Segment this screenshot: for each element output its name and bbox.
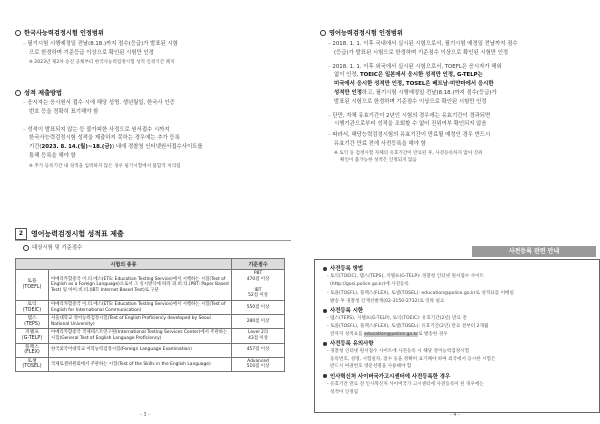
- korean-history-range-text: – 필기시험 시행예정일 전날(8.18.)까지 점수(등급)가 발표된 시험 으로 한정하며 기준등급 이상으로 확인된 시험만 인정 ※ 2023년 제2차 승진 공채부터 한국사능력검정시험 성적 인정기간 폐지: [23, 40, 293, 66]
- table-row: [16, 315, 285, 329]
- filled-bullet-icon: [323, 342, 327, 346]
- pre-registration-box: [314, 259, 600, 413]
- bold-text: 성적만 인정: [334, 89, 362, 96]
- bold-text: 미국에서 응시한 성적만 인정, TOSEL은 베트남·미얀마에서 응시한: [334, 81, 494, 88]
- text-line: 기간(: [29, 144, 42, 151]
- text-line: - 유효기간 만료 전 인사혁신처 사이버국가 고시센터에 사전등록이 된 경우에는: [327, 381, 484, 387]
- english-exam-table: [15, 258, 285, 372]
- exam-desc-cell: 아메리카합중국 이.티.에스(ETS: Education Testing Service)에서 시행하는 시험(Test of English for International Communication): [49, 300, 232, 314]
- text-line: 전까지 성적표를: [330, 331, 364, 337]
- text-line: 성적이 인정됨: [330, 389, 359, 395]
- text-line: 발표된 시험으로 한정하며 기준점수 이상으로 확인된 시험만 인정: [334, 98, 487, 105]
- text-line: 발송 후 경찰청 인재선발계(02-3150-2732)로 연락 필요: [330, 298, 445, 304]
- exam-score-cell: 550점 이상: [232, 300, 285, 314]
- page-number: - 4 -: [450, 412, 460, 418]
- text-line: 반드시 여권번호 영문성명을 사용해야 함: [330, 364, 412, 370]
- target-exam-subtitle: [23, 244, 82, 253]
- text-line: 한국사능력검정시험 성적을 제출하지 못하는 경우에는 추가 등록: [29, 135, 180, 142]
- table-header-exam: 시험의 종류: [16, 259, 232, 270]
- text-line: 단만, 자체 유효기간이 2년인 시험의 경우에는 유효기간이 경과되면: [332, 112, 491, 119]
- text-line: 대상시험 및 기준점수: [32, 245, 83, 251]
- table-row: [16, 300, 285, 314]
- exam-name-cell: 토셀 (TOSEL): [16, 357, 49, 371]
- box-heading: 사전등록 시한: [330, 308, 364, 315]
- filled-bullet-icon: [323, 374, 327, 378]
- exam-desc-cell: 아메리카합중국 이.티.에스(ETS: Education Testing Service)에서 시행하는 시험(Test of English as a Foreign Language)으로서 그 실시방식에 따라 피.비.티.(PBT: Paper Based Test) 및 아이.비.티.(IBT: Internet Based Test)로 구분: [49, 270, 232, 301]
- text-line: 하고, 필기시험 시행예정일 전날(8.18.)까지 점수(등급)가: [361, 89, 497, 96]
- text-line: 따라서, 해당능력검정시험의 유효기간이 만료될 예정인 경우 반드시: [332, 132, 491, 139]
- text-line: 시행기관으로부터 성적을 조회할 수 없어 진위여부 확인되지 않음: [334, 121, 487, 128]
- bold-text: TOEIC은 일본에서 응시한 성적만 인정, G-TELP는: [359, 72, 483, 79]
- table-header-score: 기준점수: [232, 259, 285, 270]
- exam-name-cell: 토플 (TOEFL): [16, 270, 49, 301]
- page-number: - 3 -: [140, 412, 150, 418]
- text-line: 성적이 발표되지 않는 등 불가피한 사정으로 원서접수 시까지: [27, 126, 170, 133]
- left-page: [0, 0, 296, 424]
- table-row: [16, 357, 285, 371]
- text-line: - 경찰청 인터넷 원서접수 사이트에 사전등록 시 해당 영어능력검정시험: [327, 349, 470, 355]
- exam-name-cell: 텝스 (TEPS): [16, 315, 49, 329]
- email-highlight: education@police.go.kr: [363, 331, 419, 337]
- exam-score-cell: 280점 이상: [232, 315, 285, 329]
- text-line: (등급)가 발표된 시험으로 한정하며 기준점수 이상으로 확인된 시험만 인정: [334, 49, 509, 56]
- text-line: - 토플(TOEFL), 플렉스(FLEX), 토셀(TOSEL): 유효기간(2년) 만료 전부터 2개월: [327, 323, 489, 329]
- text-line: 유효기간 만료 전에 사전등록을 해야 함: [334, 140, 426, 147]
- filled-bullet-icon: [323, 309, 327, 313]
- right-page: [304, 0, 600, 424]
- note-text: 확인이 불가능한 성적은 인정되지 않음: [340, 157, 417, 163]
- text-line: 응시자는 응시원서 접수 시에 해당 성명, 생년월일, 한국사 인증: [27, 100, 175, 106]
- text-line: ) 내에 경찰청 인터넷원서접수사이트를: [112, 144, 203, 151]
- section-title-text: 한국사능력검정시험 인정범위: [24, 30, 104, 37]
- filled-bullet-icon: [323, 267, 327, 271]
- exam-score-cell: Level 2의 43점 이상: [232, 329, 285, 343]
- pre-registration-content: [323, 265, 595, 396]
- text-line: - 텝스(TEPS), 지텔프(G-TELP), 토익(TOEIC): 유효기간(2년) 만료 전: [327, 316, 467, 322]
- circle-bullet-icon: [320, 30, 326, 36]
- exam-desc-cell: 아메리카합중국 국제테스트연구원(International Testing Services Center)에서 주관하는 시험(General Test of English Language Proficiency): [49, 329, 232, 343]
- box-heading: 사전등록 방법: [330, 266, 364, 272]
- exam-name-cell: 지텔프 (G-TELP): [16, 329, 49, 343]
- exam-score-cell: Advanced 510점 이상: [232, 357, 285, 371]
- text-line: - 토플(TOEFL), 플렉스(FLEX), 토셀(TOSEL): education@police.go.kr로 성적표를 이메일: [327, 291, 514, 297]
- text-line: - 토익(TOEIC), 텝스(TEPS), 지텔프(G-TELP): 경찰청 인터넷 원서접수 사이트: [327, 274, 484, 279]
- exam-score-cell: 457점 이상: [232, 343, 285, 357]
- text-line: 로 발송한 경우: [418, 331, 448, 337]
- text-line: 번호 등을 정확히 표기해야 함: [29, 108, 99, 115]
- text-line: 필기시험 시행예정일 전날(8.18.)까지 점수(등급)가 발표된 시험: [27, 41, 178, 47]
- table-row: [16, 270, 285, 301]
- exam-name-cell: 플렉스 (FLEX): [16, 343, 49, 357]
- english-range-text: – 2018. 1. 1. 이후 국내에서 실시된 시험으로서, 필기시험 예정일 전날까지 점수 (등급)가 발표된 시험으로 한정하며 기준점수 이상으로 확인된 시험만 인정 – 2018. 1. 1. 이후 외국에서 실시된 시험으로서, TOEFL은 응시자가 해외 없이 인정, TOEIC은 일본에서 응시한 성적만 인정, G-TELP는 미국에서 응시한 성적만 인정, TOSEL은 베트남·미얀마에서 응시한 성적만 인정하고, 필기시험 시행예정일 전날(8.18.)까지 점수(등급)가 발표된 시험으로 한정하며 기준점수 이상으로 확인된 시험만 인정 – 단만, 자체 유효기간이 2년인 시험의 경우에는 유효기간이 경과되면 시행기관으로부터 성적을 조회할 수 없어 진위여부 확인되지 않음 – 따라서, 해당능력검정시험의 유효기간이 만료될 예정인 경우 반드시 유효기간 만료 전에 사전등록을 해야 함 ※ 토익 등 검정시험 자체의 유효기간이 만료된 후, 사전등록하지 않아 진위 확인이 불가능한 성적은 인정되지 않음: [328, 40, 598, 164]
- note-text: ※ 토익 등 검정시험 자체의 유효기간이 만료된 후, 사전등록하지 않아 진위: [334, 150, 483, 156]
- submit-method-text: – 응시자는 응시원서 접수 시에 해당 성명, 생년월일, 한국사 인증 번호 등을 정확히 표기해야 함 – 성적이 발표되지 않는 등 불가피한 사정으로 원서접수 시까지 한국사능력검정시험 성적을 제출하지 못하는 경우에는 추가 등록 기간(2023. 8. 14.(월)~18.(금)) 내에 경찰청 인터넷원서접수사이트를 통해 등록을 해야 함 ※ 추가 등록기간 내 성적을 입력하지 않은 경우 필기시험에서 불합격 처리됨: [23, 99, 293, 170]
- text-line: 2018. 1. 1. 이후 국내에서 실시된 시험으로서, 필기시험 예정일 전날까지 점수: [332, 41, 518, 47]
- text-line: 등록번호, 성명, 시험일자, 점수 등을 정확히 표기해야 하며 외국에서 응시한 시험은: [330, 356, 496, 362]
- pre-registration-box-title: 사전등록 관련 안내: [472, 246, 596, 257]
- text-line: 2018. 1. 1. 이후 외국에서 실시된 시험으로서, TOEFL은 응시자가 해외: [332, 63, 502, 70]
- exam-score-cell: PBT 470점 이상 IBT 52점 이상: [232, 270, 285, 301]
- section-english-range-title: [320, 28, 403, 37]
- table-row: [16, 343, 285, 357]
- table-row: [16, 329, 285, 343]
- note-text: ※ 추가 등록기간 내 성적을 입력하지 않은 경우 필기시험에서 불합격 처리됨: [29, 163, 181, 169]
- exam-desc-cell: 한국외국어대학교 어학능력검정시험(Foreign Language Examination): [49, 343, 232, 357]
- section-title-text: 성적 제출방법: [24, 90, 63, 97]
- section-korean-history-title: [15, 28, 104, 37]
- registration-period: 2023. 8. 14.(월)~18.(금): [41, 144, 113, 151]
- exam-desc-cell: 서울대학교 영어능력검정시험(Test of English Proficiency developed by Seoul National University): [49, 315, 232, 329]
- box-heading: 사전등록 유의사항: [330, 341, 374, 348]
- box-heading: 인사혁신처 사이버국가고시센터에 사전등록한 경우: [330, 373, 451, 380]
- section-title-text: 영어능력검정시험 성적표 제출: [31, 230, 124, 238]
- section-2-header: [15, 228, 291, 241]
- text-line: (http://gosi.police.go.kr)에 사전등록: [330, 281, 409, 287]
- text-line: 통해 등록을 해야 함: [29, 152, 76, 159]
- exam-name-cell: 토익 (TOEIC): [16, 300, 49, 314]
- text-line: 으로 한정하며 기준등급 이상으로 확인된 시험만 인정: [29, 49, 154, 56]
- text-line: 없이 인정,: [334, 72, 360, 79]
- exam-desc-cell: 국제토셀위원회에서 주관하는 시험(Test of the Skills in the English Language): [49, 357, 232, 371]
- circle-bullet-icon: [15, 30, 21, 36]
- circle-bullet-icon: [15, 90, 21, 96]
- note-text: ※ 2023년 제2차 승진 공채부터 한국사능력검정시험 성적 인정기간 폐지: [29, 59, 175, 65]
- section-title-text: 영어능력검정시험 인정범위: [329, 30, 403, 37]
- circle-bullet-icon: [23, 245, 29, 251]
- section-number: 2: [15, 228, 27, 240]
- section-submit-method-title: [15, 88, 62, 97]
